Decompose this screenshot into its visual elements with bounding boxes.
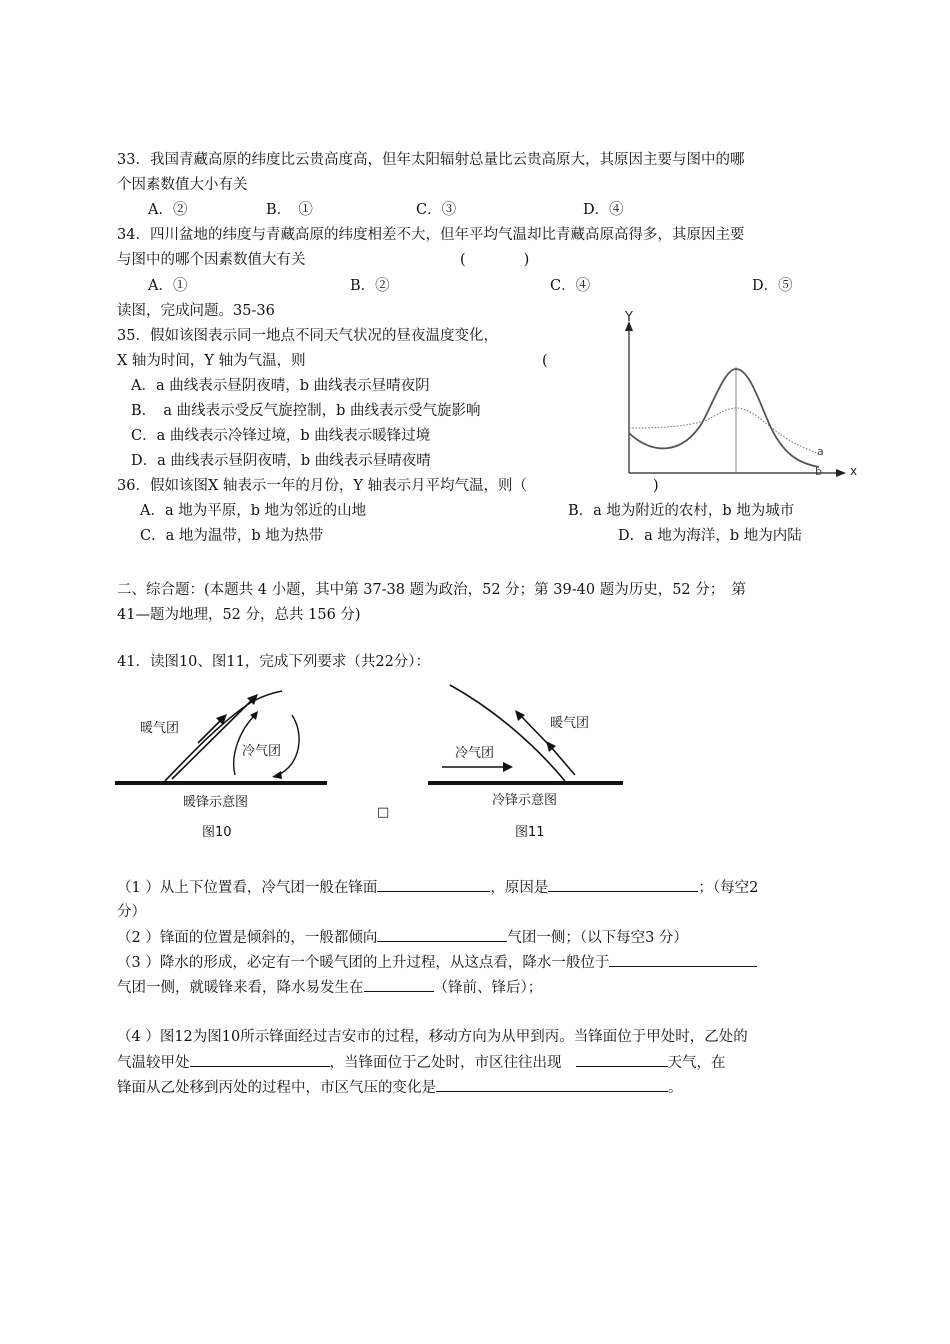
q41-part4-line3 <box>117 1077 683 1098</box>
q41-title: 41．读图10、图11，完成下列要求（共22分）： <box>117 654 431 670</box>
q34-text-line1: 34．四川盆地的纬度与青藏高原的纬度相差不大，但年平均气温却比青藏高原高得多，其原因主要 <box>117 227 745 243</box>
q41-part4-blank-weather[interactable] <box>576 1052 668 1067</box>
figure-10-warm-front <box>110 675 340 845</box>
fig10-cold-air-label: 冷气团 <box>242 744 282 759</box>
fig11-warm-arrow-2 <box>551 747 575 775</box>
q41-part1-cont: 分） <box>117 904 146 920</box>
y-axis-label: Y <box>625 310 633 325</box>
q41-part4-text-c: ，当锋面位于乙处时，市区往往出现 <box>329 1055 562 1071</box>
q41-part4-text-f: 。 <box>668 1080 683 1096</box>
fig10-label: 图10 <box>202 825 232 840</box>
q41-part1-text-a: （1 ）从上下位置看，冷气团一般在锋面 <box>117 880 378 896</box>
q34-text-line2: 与图中的哪个因素数值大有关 <box>117 252 306 268</box>
q33-option-b: B． ① <box>266 202 313 218</box>
q35-text-line1: 35．假如该图表示同一地点不同天气状况的昼夜温度变化， <box>117 328 498 344</box>
q36-option-c: C．a 地为温带，b 地为热带 <box>140 528 324 544</box>
fig10-warm-air-label: 暖气团 <box>140 721 180 736</box>
q33-option-d: D．④ <box>583 202 624 218</box>
q41-part4-text-e: 锋面从乙处移到丙处的过程中，市区气压的变化是 <box>117 1080 436 1096</box>
q41-part2-blank-airmass[interactable] <box>377 927 507 942</box>
figure-11-cold-front <box>425 675 630 845</box>
q41-part1-blank-position[interactable] <box>377 877 490 892</box>
fig11-cold-air-label: 冷气团 <box>455 746 495 761</box>
q41-part1 <box>117 877 758 898</box>
q41-part3-blank-front-rear[interactable] <box>364 977 434 992</box>
q41-part2-text-b: 气团一侧；（以下每空3 分） <box>507 930 688 946</box>
q41-part4-text-d: 天气，在 <box>667 1055 726 1071</box>
q41-part1-blank-reason[interactable] <box>548 877 698 892</box>
q41-part3 <box>117 952 757 973</box>
x-axis-arrow-icon <box>836 469 846 477</box>
q34-answer-paren: ( ) <box>460 252 530 268</box>
curve-a-label: a <box>817 445 824 458</box>
q36-text-line1: 36．假如该图X 轴表示一年的月份，Y 轴表示月平均气温，则（ <box>117 478 528 494</box>
q33-text-line1: 33．我国青藏高原的纬度比云贵高度高，但年太阳辐射总量比云贵高原大，其原因主要与图中的哪 <box>117 152 745 168</box>
q41-part1-text-c: ；（每空2 <box>698 880 759 896</box>
q34-option-c: C．④ <box>550 278 591 294</box>
q35-answer-paren: ( <box>542 353 548 369</box>
fig10-cold-arrow-right <box>278 715 299 775</box>
q41-part3-blank-side[interactable] <box>609 952 757 967</box>
q34-option-d: D．⑤ <box>752 278 793 294</box>
q36-answer-paren-close: ) <box>653 478 659 494</box>
q33-text-line2: 个因素数值大小有关 <box>117 177 248 193</box>
q35-option-c: C．a 曲线表示冷锋过境，b 曲线表示暖锋过境 <box>131 428 431 444</box>
fig11-cold-arrow-head-icon <box>503 762 513 772</box>
q33-option-a: A．② <box>148 202 188 218</box>
fig11-caption: 冷锋示意图 <box>492 793 558 808</box>
q41-part4-blank-pressure[interactable] <box>436 1077 668 1092</box>
q35-option-d: D．a 曲线表示昼阴夜晴，b 曲线表示昼晴夜晴 <box>131 453 431 469</box>
q35-option-a: A．a 曲线表示昼阴夜晴，b 曲线表示昼晴夜阴 <box>131 378 430 394</box>
fig10-warm-arrow-1 <box>198 719 222 743</box>
fig10-cold-arrow-right-head-icon <box>272 771 282 779</box>
curve-b <box>629 369 819 467</box>
fig11-label: 图11 <box>515 825 545 840</box>
read-intro: 读图，完成问题。35-36 <box>117 303 275 319</box>
q41-part3-text-a: （3 ）降水的形成，必定有一个暖气团的上升过程，从这点看，降水一般位于 <box>117 955 610 971</box>
q35-text-line2: X 轴为时间，Y 轴为气温，则 <box>117 353 306 369</box>
q41-part1-text-b: ，原因是 <box>490 880 549 896</box>
figure-separator-box: □ <box>377 805 390 820</box>
q41-part4: （4 ）图12为图10所示锋面经过吉安市的过程，移动方向为从甲到丙。当锋面位于甲处时，乙处的 <box>117 1029 748 1045</box>
q41-part2-text-a: （2 ）锋面的位置是倾斜的，一般都倾向 <box>117 930 378 946</box>
x-axis-label: x <box>850 464 858 478</box>
fig10-warm-arrow-2 <box>172 699 253 779</box>
fig10-caption: 暖锋示意图 <box>183 795 249 810</box>
q41-part2 <box>117 927 688 948</box>
curve-a <box>629 408 817 453</box>
temperature-curve-graph <box>612 305 872 485</box>
q36-option-a: A．a 地为平原，b 地为邻近的山地 <box>140 503 367 519</box>
q34-option-a: A．① <box>148 278 188 294</box>
q35-option-b: B． a 曲线表示受反气旋控制，b 曲线表示受气旋影响 <box>131 403 481 419</box>
section2-line2: 41—题为地理，52 分，总共 156 分) <box>117 607 361 623</box>
curve-b-label: b <box>815 465 822 478</box>
q36-option-b: B．a 地为附近的农村，b 地为城市 <box>568 503 795 519</box>
q41-part4-line2 <box>117 1052 726 1073</box>
q41-part4-text-b: 气温较甲处 <box>117 1055 190 1071</box>
q36-option-d: D．a 地为海洋，b 地为内陆 <box>618 528 802 544</box>
q41-part4-blank-temperature[interactable] <box>190 1052 330 1067</box>
q41-part3-text-c: （锋前、锋后）； <box>433 980 543 996</box>
fig11-warm-air-label: 暖气团 <box>550 716 590 731</box>
section2-line1: 二、综合题：(本题共 4 小题，其中第 37-38 题为政治，52 分；第 39-40 题为历史，52 分； 第 <box>117 582 747 598</box>
q41-part3-cont <box>117 977 542 998</box>
q34-option-b: B．② <box>350 278 390 294</box>
q33-option-c: C．③ <box>416 202 457 218</box>
q41-part3-text-b: 气团一侧，就暖锋来看，降水易发生在 <box>117 980 364 996</box>
